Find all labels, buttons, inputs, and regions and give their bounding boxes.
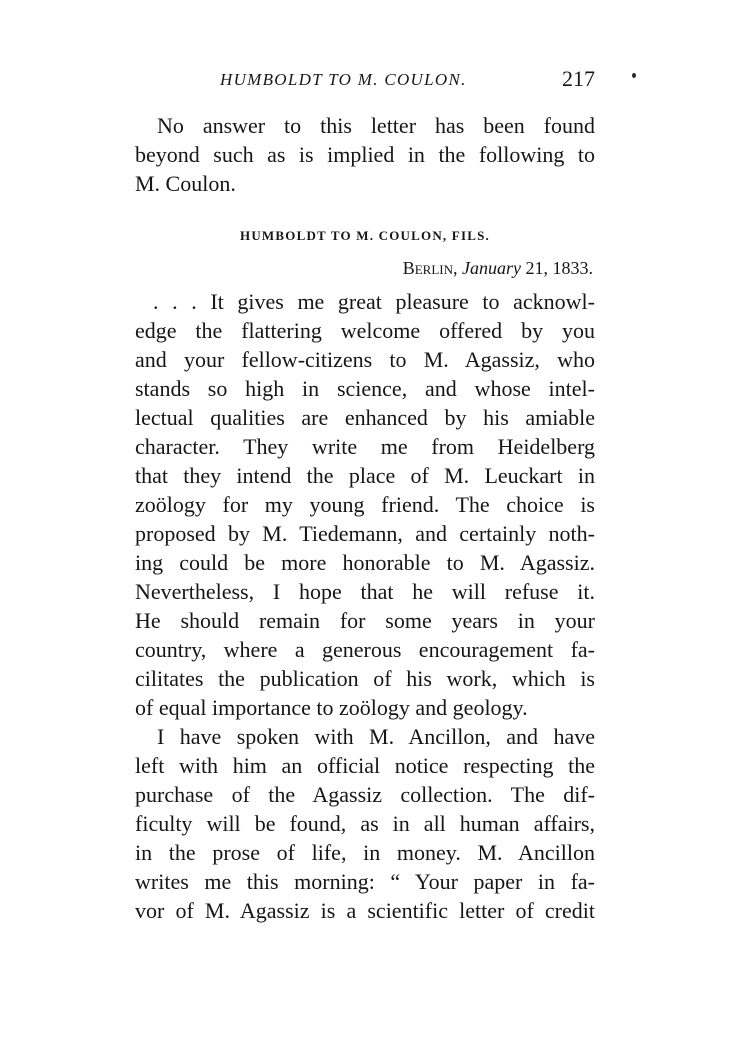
text-line: . . . It gives me great pleasure to acknowl- (153, 289, 595, 314)
text-line: in the prose of life, in money. M. Ancillon (135, 840, 595, 865)
text-line: He should remain for some years in your (135, 608, 595, 633)
letter-heading: HUMBOLDT TO M. COULON, FILS. (240, 228, 490, 243)
text-line: writes me this morning: “ Your paper in fa- (135, 869, 595, 894)
dateline-place: Berlin (402, 258, 454, 278)
text-line: country, where a generous encouragement fa- (135, 637, 595, 662)
dateline-month: January (462, 258, 521, 278)
text-line: zoölogy for my young friend. The choice is (135, 492, 595, 517)
letter-body (135, 287, 595, 925)
intro-paragraph (135, 111, 595, 198)
text-line: ing could be more honorable to M. Agassiz. (135, 550, 595, 575)
text-line: left with him an official notice respecting the (135, 753, 595, 778)
text-line: cilitates the publication of his work, which is (135, 666, 595, 691)
text-line: beyond such as is implied in the following to (135, 142, 595, 167)
text-line: ficulty will be found, as in all human affairs, (135, 811, 595, 836)
text-line: that they intend the place of M. Leuckart in (135, 463, 595, 488)
dateline-day-year: 21, 1833. (525, 258, 593, 278)
text-line: edge the flattering welcome offered by you (135, 318, 595, 343)
running-head (135, 66, 595, 96)
text-line: M. Coulon. (135, 171, 236, 196)
ink-speck (632, 73, 636, 78)
letter-paragraph-2 (135, 722, 595, 925)
running-head-title: HUMBOLDT TO M. COULON. (220, 70, 467, 89)
text-line: stands so high in science, and whose intel- (135, 376, 595, 401)
text-line: of equal importance to zoölogy and geology. (135, 695, 528, 720)
text-line: character. They write me from Heidelberg (135, 434, 595, 459)
text-line: purchase of the Agassiz collection. The dif- (135, 782, 595, 807)
text-line: and your fellow-citizens to M. Agassiz, who (135, 347, 595, 372)
text-line: vor of M. Agassiz is a scientific letter of credit (135, 898, 595, 923)
text-line: lectual qualities are enhanced by his amiable (135, 405, 595, 430)
text-line: proposed by M. Tiedemann, and certainly noth- (135, 521, 595, 546)
letter-dateline (135, 258, 593, 279)
text-line: No answer to this letter has been found (157, 113, 595, 138)
text-line: Nevertheless, I hope that he will refuse it. (135, 579, 595, 604)
dateline-separator: , (453, 258, 458, 278)
text-line: I have spoken with M. Ancillon, and have (157, 724, 595, 749)
page-number: 217 (562, 66, 595, 91)
letter-paragraph-1 (135, 287, 595, 722)
